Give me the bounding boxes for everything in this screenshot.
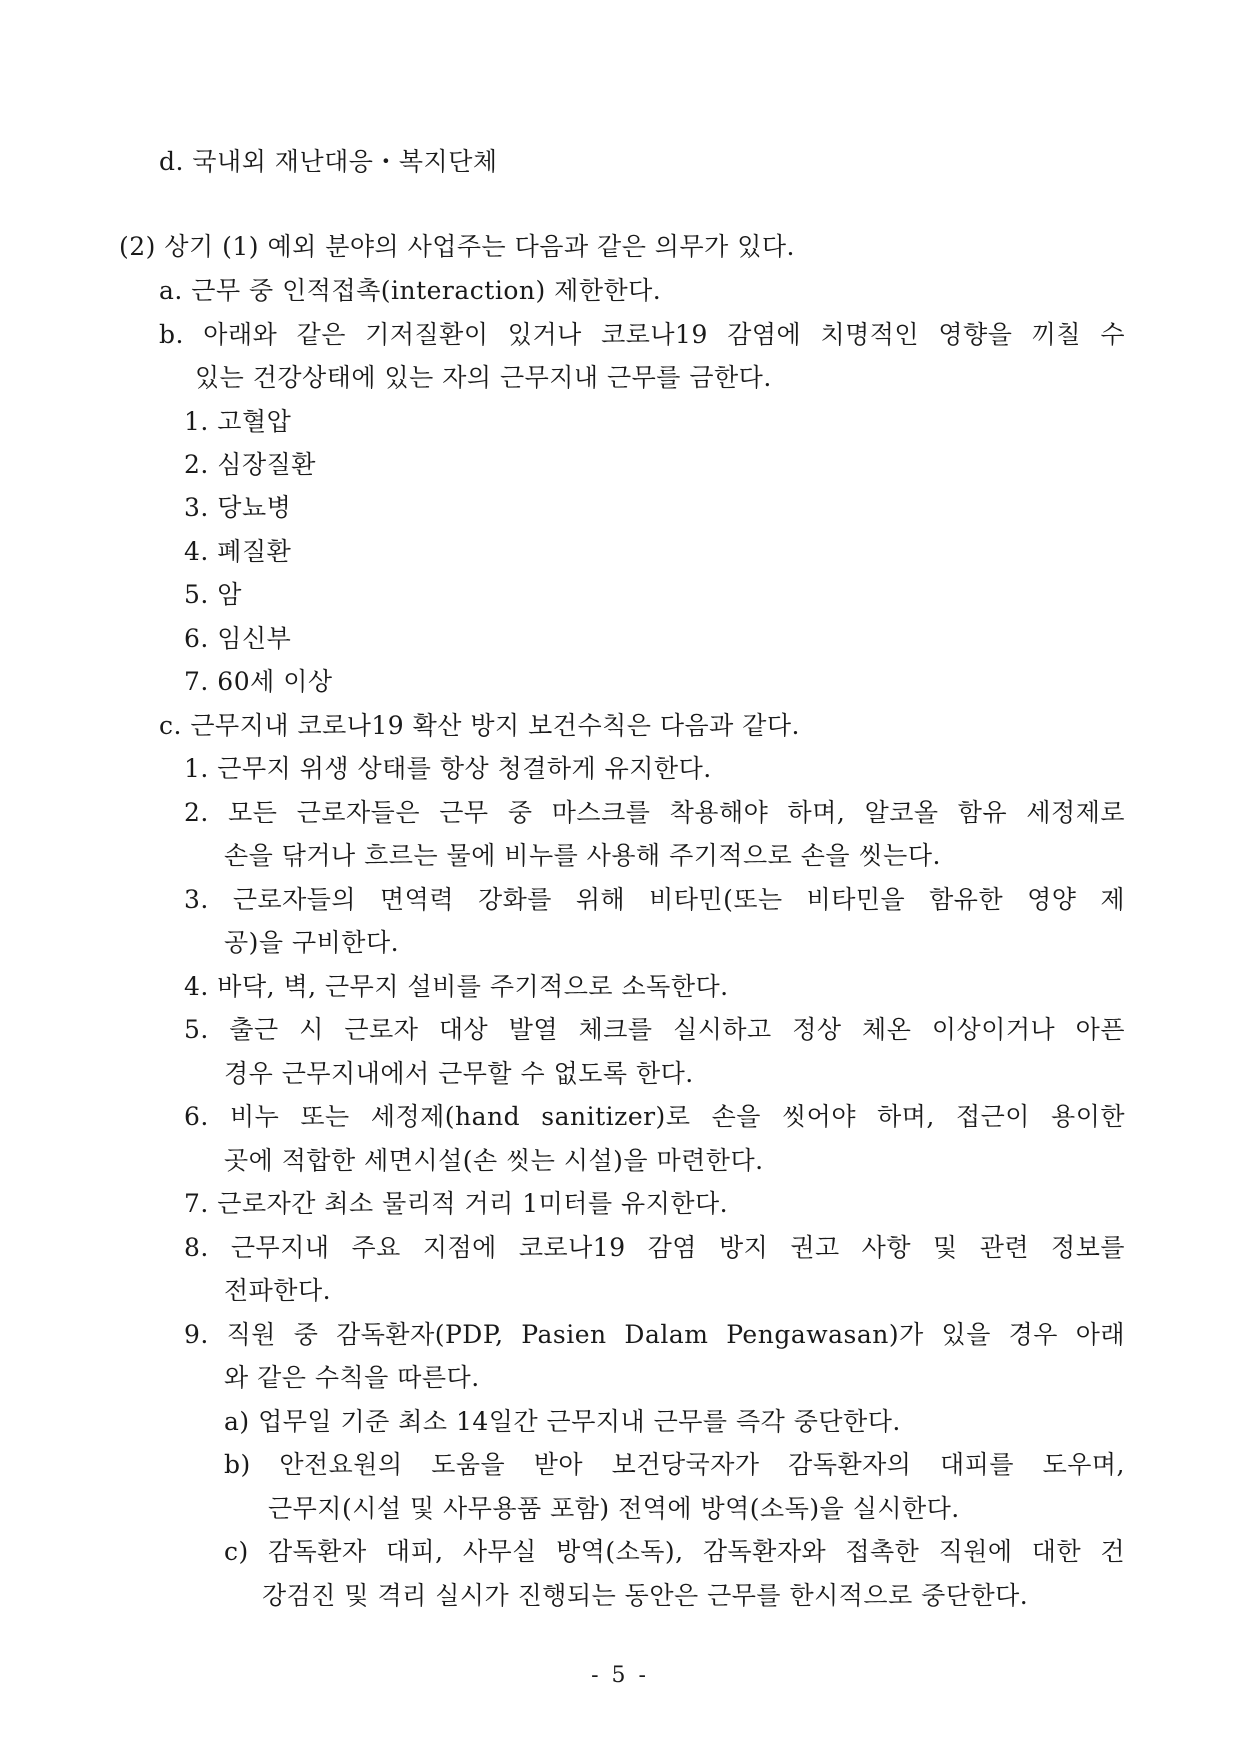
rule-6-line2: 곳에 적합한 세면시설(손 씻는 시설)을 마련한다. <box>224 1146 764 1175</box>
item-a-interaction: a. 근무 중 인적접촉(interaction) 제한한다. <box>159 276 662 305</box>
subrule-b-line1: b) 안전요원의 도움을 받아 보건당국자가 감독환자의 대피를 도우며, <box>224 1450 1125 1479</box>
rule-5-line2: 경우 근무지내에서 근무할 수 없도록 한다. <box>224 1059 694 1088</box>
subrule-b-line2: 근무지(시설 및 사무용품 포함) 전역에 방역(소독)을 실시한다. <box>268 1494 960 1523</box>
rule-8-line1: 8. 근무지내 주요 지점에 코로나19 감염 방지 권고 사항 및 관련 정보를 <box>184 1233 1125 1262</box>
list-item-4: 4. 폐질환 <box>184 537 292 566</box>
list-item-5: 5. 암 <box>184 580 242 609</box>
rule-9-line1: 9. 직원 중 감독환자(PDP, Pasien Dalam Pengawasan)가 있을 경우 아래 <box>184 1320 1125 1349</box>
rule-9-line2: 와 같은 수칙을 따른다. <box>224 1363 480 1392</box>
item-c-heading: c. 근무지내 코로나19 확산 방지 보건수칙은 다음과 같다. <box>159 711 800 740</box>
list-item-6: 6. 임신부 <box>184 624 292 653</box>
rule-2-line1: 2. 모든 근로자들은 근무 중 마스크를 착용해야 하며, 알코올 함유 세정제로 <box>184 798 1125 827</box>
rule-3-line2: 공)을 구비한다. <box>224 928 400 957</box>
subrule-c-line1: c) 감독환자 대피, 사무실 방역(소독), 감독환자와 접촉한 직원에 대한 건 <box>224 1537 1125 1566</box>
item-b-line2: 있는 건강상태에 있는 자의 근무지내 근무를 금한다. <box>195 363 772 392</box>
list-item-1: 1. 고혈압 <box>184 407 292 436</box>
list-item-7: 7. 60세 이상 <box>184 667 333 696</box>
subrule-c-line2: 강검진 및 격리 실시가 진행되는 동안은 근무를 한시적으로 중단한다. <box>262 1581 1029 1610</box>
rule-8-line2: 전파한다. <box>224 1276 332 1305</box>
rule-4: 4. 바닥, 벽, 근무지 설비를 주기적으로 소독한다. <box>184 972 729 1001</box>
rule-7: 7. 근로자간 최소 물리적 거리 1미터를 유지한다. <box>184 1189 729 1218</box>
rule-6-line1: 6. 비누 또는 세정제(hand sanitizer)로 손을 씻어야 하며, 접근이 용이한 <box>184 1102 1125 1131</box>
rule-2-line2: 손을 닦거나 흐르는 물에 비누를 사용해 주기적으로 손을 씻는다. <box>224 841 941 870</box>
section-2-heading: (2) 상기 (1) 예외 분야의 사업주는 다음과 같은 의무가 있다. <box>119 232 795 261</box>
rule-1: 1. 근무지 위생 상태를 항상 청결하게 유지한다. <box>184 754 712 783</box>
list-item-3: 3. 당뇨병 <box>184 493 292 522</box>
subrule-a: a) 업무일 기준 최소 14일간 근무지내 근무를 즉각 중단한다. <box>224 1407 901 1436</box>
rule-5-line1: 5. 출근 시 근로자 대상 발열 체크를 실시하고 정상 체온 이상이거나 아픈 <box>184 1015 1125 1044</box>
item-d-disaster-welfare: d. 국내외 재난대응・복지단체 <box>159 147 498 176</box>
page-number: - 5 - <box>591 1663 649 1688</box>
list-item-2: 2. 심장질환 <box>184 450 316 479</box>
rule-3-line1: 3. 근로자들의 면역력 강화를 위해 비타민(또는 비타민을 함유한 영양 제 <box>184 885 1125 914</box>
item-b-line1: b. 아래와 같은 기저질환이 있거나 코로나19 감염에 치명적인 영향을 끼칠 수 <box>159 320 1125 349</box>
